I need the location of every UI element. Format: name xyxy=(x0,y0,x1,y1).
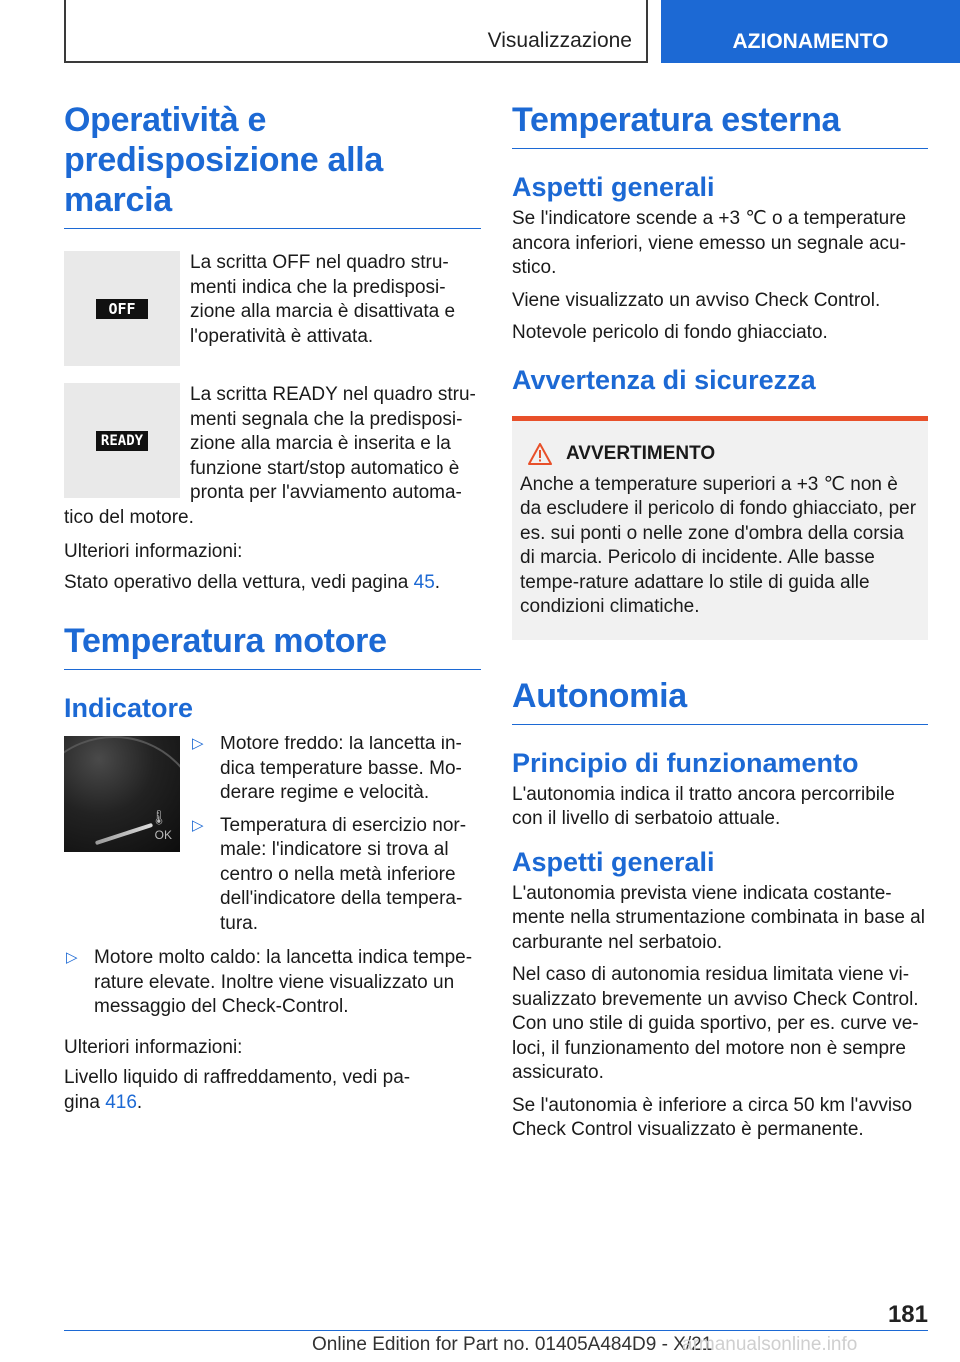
paragraph: Nel caso di autonomia residua limitata viene vi-sualizzato brevemente un avviso Check Control. Con uno stile di guida sportivo, per es. curve ve-loci, il funzionamento del motore non è sempre assicurato. xyxy=(512,964,919,1083)
off-badge: OFF xyxy=(96,299,148,319)
paragraph: Se l'autonomia è inferiore a circa 50 km l'avviso Check Control visualizzato è permanente. xyxy=(512,1094,913,1140)
paragraph: Notevole pericolo di fondo ghiacciato. xyxy=(512,322,828,343)
watermark: armanualsonline.info xyxy=(682,1334,858,1355)
warning-triangle-icon xyxy=(528,443,552,465)
triangle-bullet-icon: ▷ xyxy=(192,736,204,752)
subsection-aspetti-generali-2: Aspetti generali xyxy=(512,846,715,877)
temperature-gauge-image xyxy=(64,736,180,852)
edition-text: Online Edition for Part no. 01405A484D9 - X/21 xyxy=(312,1334,713,1355)
gauge-ok-label: OK xyxy=(154,828,172,842)
subsection-avvertenza-sicurezza: Avvertenza di sicurezza xyxy=(512,364,816,395)
page-link-416[interactable]: 416 xyxy=(105,1091,137,1113)
bullet-text: Motore molto caldo: la lancetta indica tempe-rature elevate. Inoltre viene visualizzato un messaggio del Check-Control. xyxy=(94,947,473,1017)
subsection-principio-funzionamento: Principio di funzionamento xyxy=(512,747,859,778)
ready-indicator-image xyxy=(64,383,180,498)
section-title-operativita: Operatività e predisposizione alla marcia xyxy=(64,100,481,229)
warning-header xyxy=(528,443,920,465)
section-title-temperatura-motore: Temperatura motore xyxy=(64,621,481,670)
subsection-aspetti-generali: Aspetti generali xyxy=(512,172,715,202)
list-item xyxy=(64,946,481,1020)
warning-title: AVVERTIMENTO xyxy=(566,442,716,464)
ready-description: La scritta READY nel quadro stru-menti segnala che la predisposi-zione alla marcia è inserita e la funzione start/stop automatico è pronta per l'avviamento automa-tico del motore. xyxy=(64,384,476,528)
bullet-text: Temperatura di esercizio nor-male: l'indicatore si trova al centro o nella metà inferiore dell'indicatore della tempera-tura. xyxy=(220,814,467,934)
right-column xyxy=(512,100,928,1143)
reference-stato-operativo xyxy=(64,571,481,596)
thermometer-icon: 🌡 xyxy=(150,809,168,825)
subsection-indicatore: Indicatore xyxy=(64,693,194,723)
reference-end: . xyxy=(434,571,441,593)
ready-badge: READY xyxy=(96,431,148,451)
footer-divider xyxy=(64,1330,928,1331)
off-indicator-image xyxy=(64,251,180,366)
more-info-label-2: Ulteriori informazioni: xyxy=(64,1036,243,1058)
page-link-45[interactable]: 45 xyxy=(413,571,435,593)
reference-liquido-raffreddamento xyxy=(64,1066,424,1115)
bullet-text: Motore freddo: la lancetta in-dica temperature basse. Mo-derare regime e velocità. xyxy=(220,736,462,803)
reference-text: Stato operativo della vettura, vedi pagina xyxy=(64,571,414,593)
temperature-bullet-list-cont xyxy=(64,946,481,1020)
triangle-bullet-icon: ▷ xyxy=(66,949,78,966)
paragraph: L'autonomia prevista viene indicata costante-mente nella strumentazione combinata in base al carburante nel serbatoio. xyxy=(512,882,925,953)
triangle-bullet-icon: ▷ xyxy=(192,816,204,834)
reference-text: Livello liquido di raffreddamento, vedi pa-gina xyxy=(64,1067,411,1113)
temperature-bullet-list xyxy=(190,736,481,936)
reference-end: . xyxy=(136,1091,143,1113)
off-description: La scritta OFF nel quadro stru-menti indica che la predisposi-zione alla marcia è disattivata e l'operatività è attivata. xyxy=(190,252,456,347)
header-chapter-tab[interactable]: AZIONAMENTO xyxy=(661,0,960,63)
page-number: 181 xyxy=(887,1301,928,1328)
off-indicator-block xyxy=(64,251,481,370)
ready-indicator-block xyxy=(64,383,481,530)
temperature-gauge-block xyxy=(64,736,481,936)
paragraph: L'autonomia indica il tratto ancora percorribile con il livello di serbatoio attuale. xyxy=(512,783,895,829)
list-item xyxy=(190,814,481,937)
paragraph: Se l'indicatore scende a +3 ℃ o a temperature ancora inferiori, viene emesso un segnale acu-stico. xyxy=(512,208,907,278)
warning-box xyxy=(512,416,928,640)
list-item xyxy=(190,736,481,806)
section-title-autonomia: Autonomia xyxy=(512,676,928,725)
paragraph: Viene visualizzato un avviso Check Control. xyxy=(512,289,881,311)
header-section-title: Visualizzazione xyxy=(487,29,632,52)
header-frame xyxy=(64,0,648,63)
section-title-temperatura-esterna: Temperatura esterna xyxy=(512,100,928,149)
left-column xyxy=(64,100,481,1115)
warning-text: Anche a temperature superiori a +3 ℃ non è da escludere il pericolo di fondo ghiacciato, per es. sui ponti o nelle zone d'ombra della corsia di marcia. Pericolo di incidente. Alle basse tempe-rature adattare lo stile di guida alle condizioni climatiche. xyxy=(520,473,917,617)
more-info-label: Ulteriori informazioni: xyxy=(64,541,243,562)
